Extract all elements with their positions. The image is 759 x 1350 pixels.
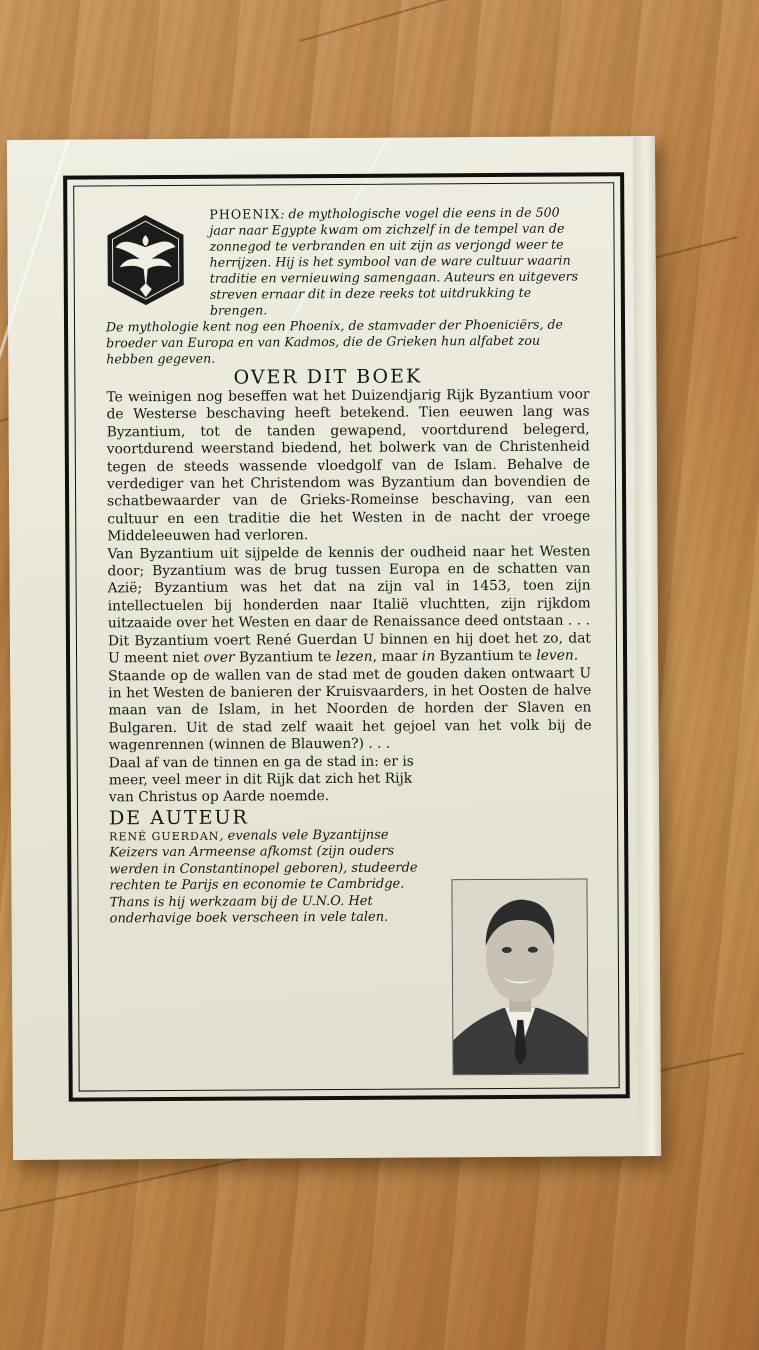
wood-seam: [300, 0, 759, 42]
author-bio: [109, 827, 428, 928]
text-run: Dit Byzantium voert René Guerdan U binnen en hij doet het zo, dat U meent niet: [107, 630, 591, 667]
description-paragraph: Daal af van de tinnen en ga de stad in: er is meer, veel meer in dit Rijk dat zich het Rijk van Christus op Aarde noemde.: [108, 753, 414, 806]
phoenix-description: [209, 204, 589, 318]
italic-word: over: [203, 649, 235, 666]
book-description: [106, 386, 592, 807]
text-run: Byzantium te: [435, 647, 537, 665]
book-spine-edge: [633, 136, 661, 1156]
italic-word: lezen: [335, 648, 373, 666]
description-paragraph: Te weinigen nog beseffen wat het Duizendjarig Rijk Byzantium voor de Westerse beschaving heeft betekend. Tien eeuwen lang was Byzantium, tot de tanden gewapend, voortdurend belegerd, voortdurend weerstand biedend, het bolwerk van de Christenheid tegen de steeds wassende vloedgolf van de Islam. Behalve de verdediger van het Christendom was Byzantium dan bovendien de schatbewaarder van de Grieks-Romeinse beschaving, van een cultuur en een traditie die het Westen in de nacht der vroege Middeleeuwen had verloren.: [106, 386, 591, 545]
author-bio-text: , evenals vele Byzantijnse Keizers van Armeense afkomst (zijn ouders werden in Constantinopel geboren), studeerde rechten te Parijs en economie te Cambridge. Thans is hij werkzaam bij de U.N.O. Het onderhavige boek verscheen in vele talen.: [109, 827, 418, 927]
author-portrait-photo: [451, 878, 588, 1075]
over-dit-boek-heading: OVER DIT BOEK: [233, 365, 423, 389]
cover-crease: [0, 139, 70, 426]
book-back-cover: [7, 136, 661, 1160]
cover-border-frame: [63, 172, 630, 1101]
phoenix-heading-word: PHOENIX: [209, 206, 281, 222]
description-paragraph: [108, 630, 591, 668]
cover-text-area: [105, 204, 592, 928]
phoenix-mythology-note: De mythologie kent nog een Phoenix, de stamvader der Phoeniciërs, de broeder van Europa en van Kadmos, die de Grieken hun alfabet zou hebben gegeven.: [105, 316, 563, 367]
de-auteur-heading: DE AUTEUR: [108, 806, 249, 830]
text-run: .: [573, 647, 579, 664]
italic-word: leven: [536, 647, 574, 664]
description-paragraph: Van Byzantium uit sijpelde de kennis der oudheid naar het Westen door; Byzantium was de brug tussen Europa en de schatten van Azië; Byzantium was het dat na zijn val in 1453, toen zijn intellectuelen bij honderden naar Italië vluchtten, zijn rijkdom uitzaaide over het Westen en daar de Renaissance deed ontstaan . . .: [107, 543, 591, 632]
phoenix-description-text: : de mythologische vogel die eens in de 500 jaar naar Egypte kwam om zichzelf in de tempel van de zonnegod te verbranden en uit zijn as verjongd weer te herrijzen. Hij is het symbool van de ware cultuur waarin traditie en vernieuwing samengaan. Auteurs en uitgevers streven ernaar dit in deze reeks tot uitdrukking te brengen.: [209, 204, 579, 318]
phoenix-bird-icon: [103, 213, 188, 308]
description-paragraph: Staande op de wallen van de stad met de gouden daken ontwaart U in het Westen de banieren der Kruisvaarders, in het Oosten de halve maan van de Islam, in het Noorden de horden der Slaven en Bulgaren. Uit de stad zelf waait het gejoel van het volk bij de wagenrennen (winnen de Blauwen?) . . .: [108, 664, 592, 754]
text-run: , maar: [372, 648, 422, 665]
text-run: Byzantium te: [234, 649, 336, 666]
italic-word: in: [421, 648, 436, 665]
author-name: RENÉ GUERDAN: [109, 829, 220, 844]
